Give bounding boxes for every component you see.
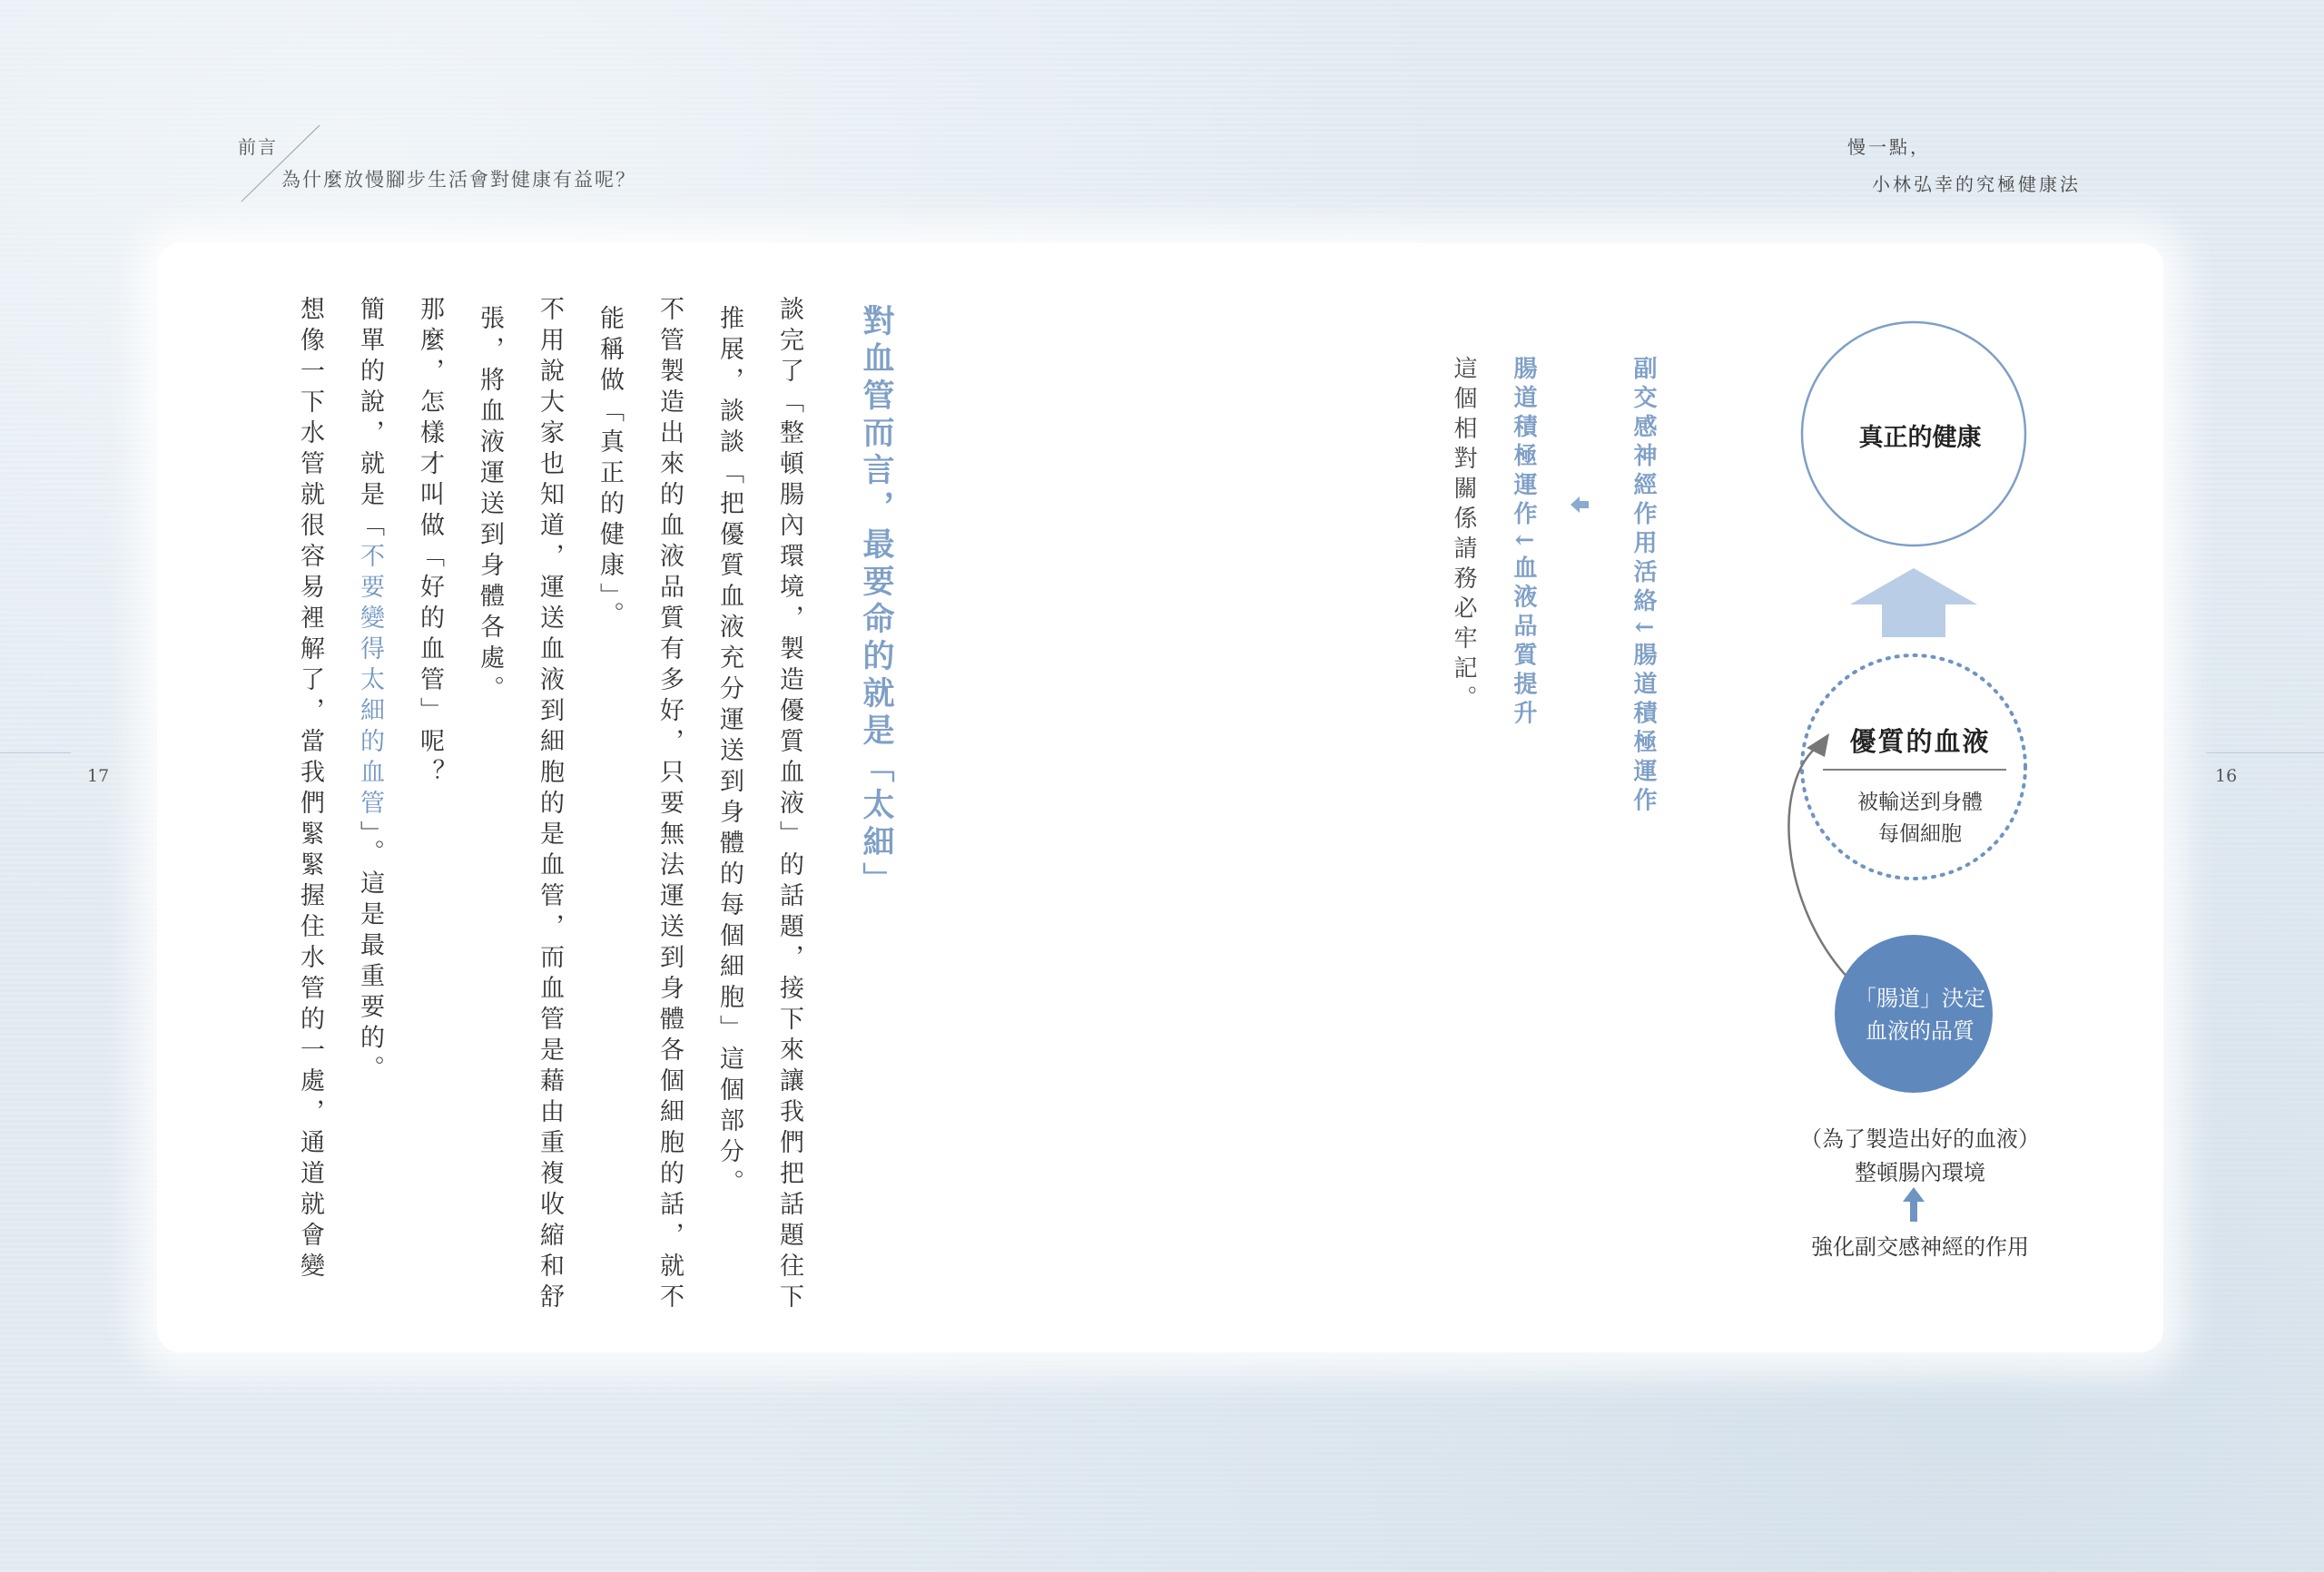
body-column-9: 想像一下水管就很容易裡解了，當我們緊緊握住水管的一處，通道就會變 (296, 296, 324, 1283)
diagram-middle-sub-2: 每個細胞 (1878, 822, 1962, 846)
body-column-1: 談完了「整頓腸內環境，製造優質血液」的話題，接下來讓我們把話題往下 (775, 296, 803, 1314)
header-slash-divider (238, 123, 329, 205)
body-column-8 (340, 296, 399, 1086)
health-diagram (1752, 309, 2088, 1271)
section-heading: 對血管而言，最要命的就是「太細」 (858, 304, 895, 899)
section-subtitle: 為什麼放慢腳步生活會對健康有益呢？ (281, 169, 636, 191)
book-title-line2: 小林弘幸的究極健康法 (1872, 173, 2081, 195)
body-column-2: 推展，談談「把優質血液充分運送到身體的每個細胞」這個部分。 (715, 305, 743, 1200)
side-note-line-2: 腸道積極運作↓血液品質提升 (1510, 356, 1537, 730)
body-column-8-start: 簡單的說，就是「 (356, 296, 384, 543)
page-rule-left (0, 752, 71, 753)
page-number-left: 17 (87, 766, 110, 786)
side-note-line-1: 副交感神經作用活絡↓腸道積極運作 (1630, 356, 1657, 817)
diagram-top-circle-label: 真正的健康 (1858, 424, 1982, 452)
body-column-8-end: 」。這是最重要的。 (356, 820, 384, 1086)
body-column-3: 不管製造出來的血液品質有多好，只要無法運送到身體各個細胞的話，就不 (655, 296, 684, 1314)
body-column-4: 能稱做「真正的健康」。 (596, 305, 624, 633)
up-arrow-icon (1850, 568, 1977, 637)
body-column-5: 不用說大家也知道，運送血液到細胞的是血管，而血管是藉由重複收縮和舒 (536, 296, 564, 1314)
diagram-bottom-line-1: 「腸道」決定 (1855, 986, 1985, 1011)
diagram-caption-3: 強化副交感神經的作用 (1811, 1234, 2029, 1260)
diagram-caption-2: 整頓腸內環境 (1855, 1160, 1985, 1185)
side-note-line-3: 這個相對關係請務必牢記。 (1450, 356, 1477, 715)
page-number-right: 16 (2215, 766, 2238, 786)
body-highlight: 不要變得太細的血管 (356, 543, 384, 820)
body-column-6: 張，將血液運送到身體各處。 (476, 305, 504, 706)
diagram-bottom-line-2: 血液的品質 (1866, 1018, 1974, 1044)
book-title-line1: 慢一點， (1847, 136, 1931, 158)
page-rule-right (2206, 752, 2324, 753)
running-header-right (1847, 133, 2081, 196)
diagram-middle-title: 優質的血液 (1849, 726, 1991, 757)
body-column-7: 那麼，怎樣才叫做「好的血管」呢？ (416, 296, 444, 790)
left-arrow-icon (1569, 495, 1590, 515)
small-up-arrow-icon (1903, 1187, 1925, 1222)
section-label: 前言 (238, 136, 278, 158)
diagram-middle-sub-1: 被輸送到身體 (1857, 791, 1983, 814)
diagram-caption-1: （為了製造出好的血液） (1800, 1126, 2040, 1152)
